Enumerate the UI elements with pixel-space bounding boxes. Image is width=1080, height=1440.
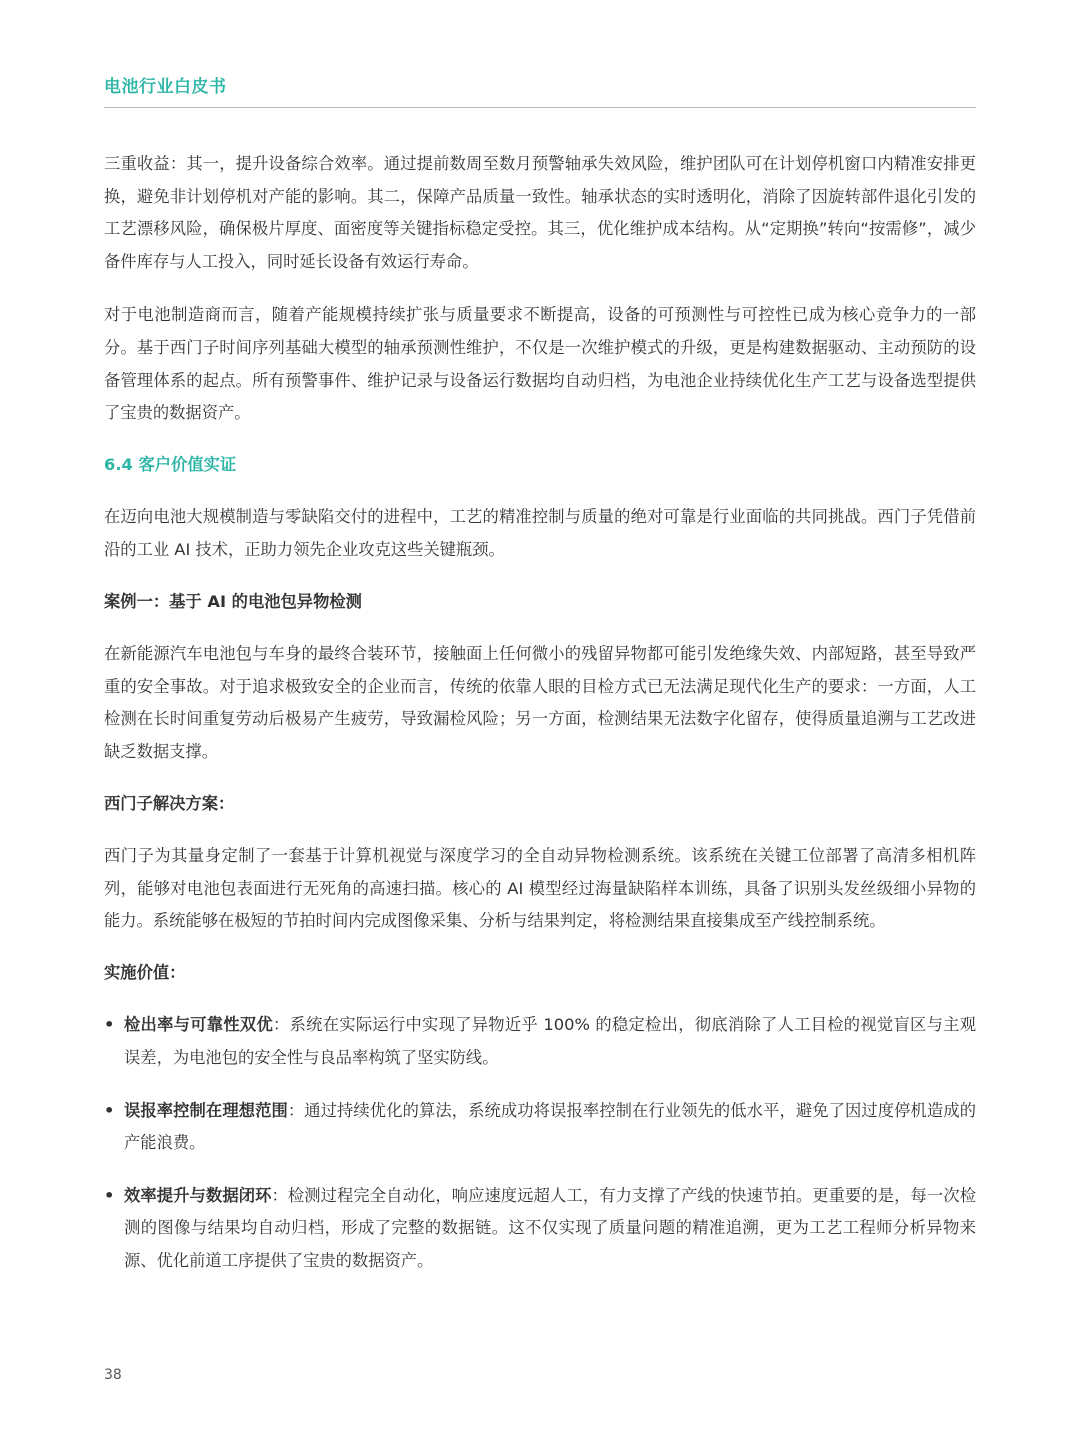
bullet-icon: • xyxy=(104,1015,115,1035)
value-lead: 误报率控制在理想范围 xyxy=(124,1100,288,1120)
header-divider xyxy=(104,107,976,108)
paragraph-benefits: 三重收益：其一，提升设备综合效率。通过提前数周至数月预警轴承失效风险，维护团队可在计划停机窗口内精准安排更换，避免非计划停机对产能的影响。其二，保障产品质量一致性。轴承状态的实时透明化，消除了因旋转部件退化引发的工艺漂移风险，确保极片厚度、面密度等关键指标稳定受控。其三，优化维护成本结构。从“定期换”转向“按需修”，减少备件库存与人工投入，同时延长设备有效运行寿命。 xyxy=(104,154,976,271)
page-header xyxy=(104,74,976,100)
paragraph-case-background: 在新能源汽车电池包与车身的最终合装环节，接触面上任何微小的残留异物都可能引发绝缘失效、内部短路，甚至导致严重的安全事故。对于追求极致安全的企业而言，传统的依靠人眼的目检方式已无法满足现代化生产的要求：一方面，人工检测在长时间重复劳动后极易产生疲劳，导致漏检风险；另一方面，检测结果无法数字化留存，使得质量追溯与工艺改进缺乏数据支撑。 xyxy=(104,644,976,761)
value-list xyxy=(104,1009,976,1277)
page-number: 38 xyxy=(104,1367,122,1383)
value-list-item xyxy=(104,1009,976,1074)
value-text: ：通过持续优化的算法，系统成功将误报率控制在行业领先的低水平，避免了因过度停机造成的产能浪费。 xyxy=(124,1100,976,1153)
header-title: 电池行业白皮书 xyxy=(104,77,227,97)
case-heading: 案例一：基于 AI 的电池包异物检测 xyxy=(104,591,362,611)
value-text: ：检测过程完全自动化，响应速度远超人工，有力支撑了产线的快速节拍。更重要的是，每一次检测的图像与结果均自动归档，形成了完整的数据链。这不仅实现了质量问题的精准追溯，更为工艺工程师分析异物来源、优化前道工序提供了宝贵的数据资产。 xyxy=(124,1185,976,1271)
solution-heading: 西门子解决方案： xyxy=(104,793,235,813)
bullet-icon: • xyxy=(104,1100,115,1120)
value-list-item xyxy=(104,1095,976,1160)
value-lead: 效率提升与数据闭环 xyxy=(124,1185,272,1205)
paragraph-intro: 在迈向电池大规模制造与零缺陷交付的进程中，工艺的精准控制与质量的绝对可靠是行业面临的共同挑战。西门子凭借前沿的工业 AI 技术，正助力领先企业攻克这些关键瓶颈。 xyxy=(104,507,976,559)
main-content xyxy=(104,148,976,1298)
value-heading: 实施价值： xyxy=(104,962,186,982)
paragraph-manufacturers: 对于电池制造商而言，随着产能规模持续扩张与质量要求不断提高，设备的可预测性与可控性已成为核心竞争力的一部分。基于西门子时间序列基础大模型的轴承预测性维护，不仅是一次维护模式的升级，更是构建数据驱动、主动预防的设备管理体系的起点。所有预警事件、维护记录与设备运行数据均自动归档，为电池企业持续优化生产工艺与设备选型提供了宝贵的数据资产。 xyxy=(104,305,976,423)
paragraph-solution: 西门子为其量身定制了一套基于计算机视觉与深度学习的全自动异物检测系统。该系统在关键工位部署了高清多相机阵列，能够对电池包表面进行无死角的高速扫描。核心的 AI 模型经过海量缺陷样本训练，具备了识别头发丝级细小异物的能力。系统能够在极短的节拍时间内完成图像采集、分析与结果判定，将检测结果直接集成至产线控制系统。 xyxy=(104,846,976,931)
bullet-icon: • xyxy=(104,1185,115,1205)
value-text: ：系统在实际运行中实现了异物近乎 100% 的稳定检出，彻底消除了人工目检的视觉盲区与主观误差，为电池包的安全性与良品率构筑了坚实防线。 xyxy=(124,1015,976,1068)
value-lead: 检出率与可靠性双优 xyxy=(124,1015,274,1035)
section-heading-customer-value: 6.4 客户价值实证 xyxy=(104,454,237,474)
value-list-item xyxy=(104,1180,976,1278)
